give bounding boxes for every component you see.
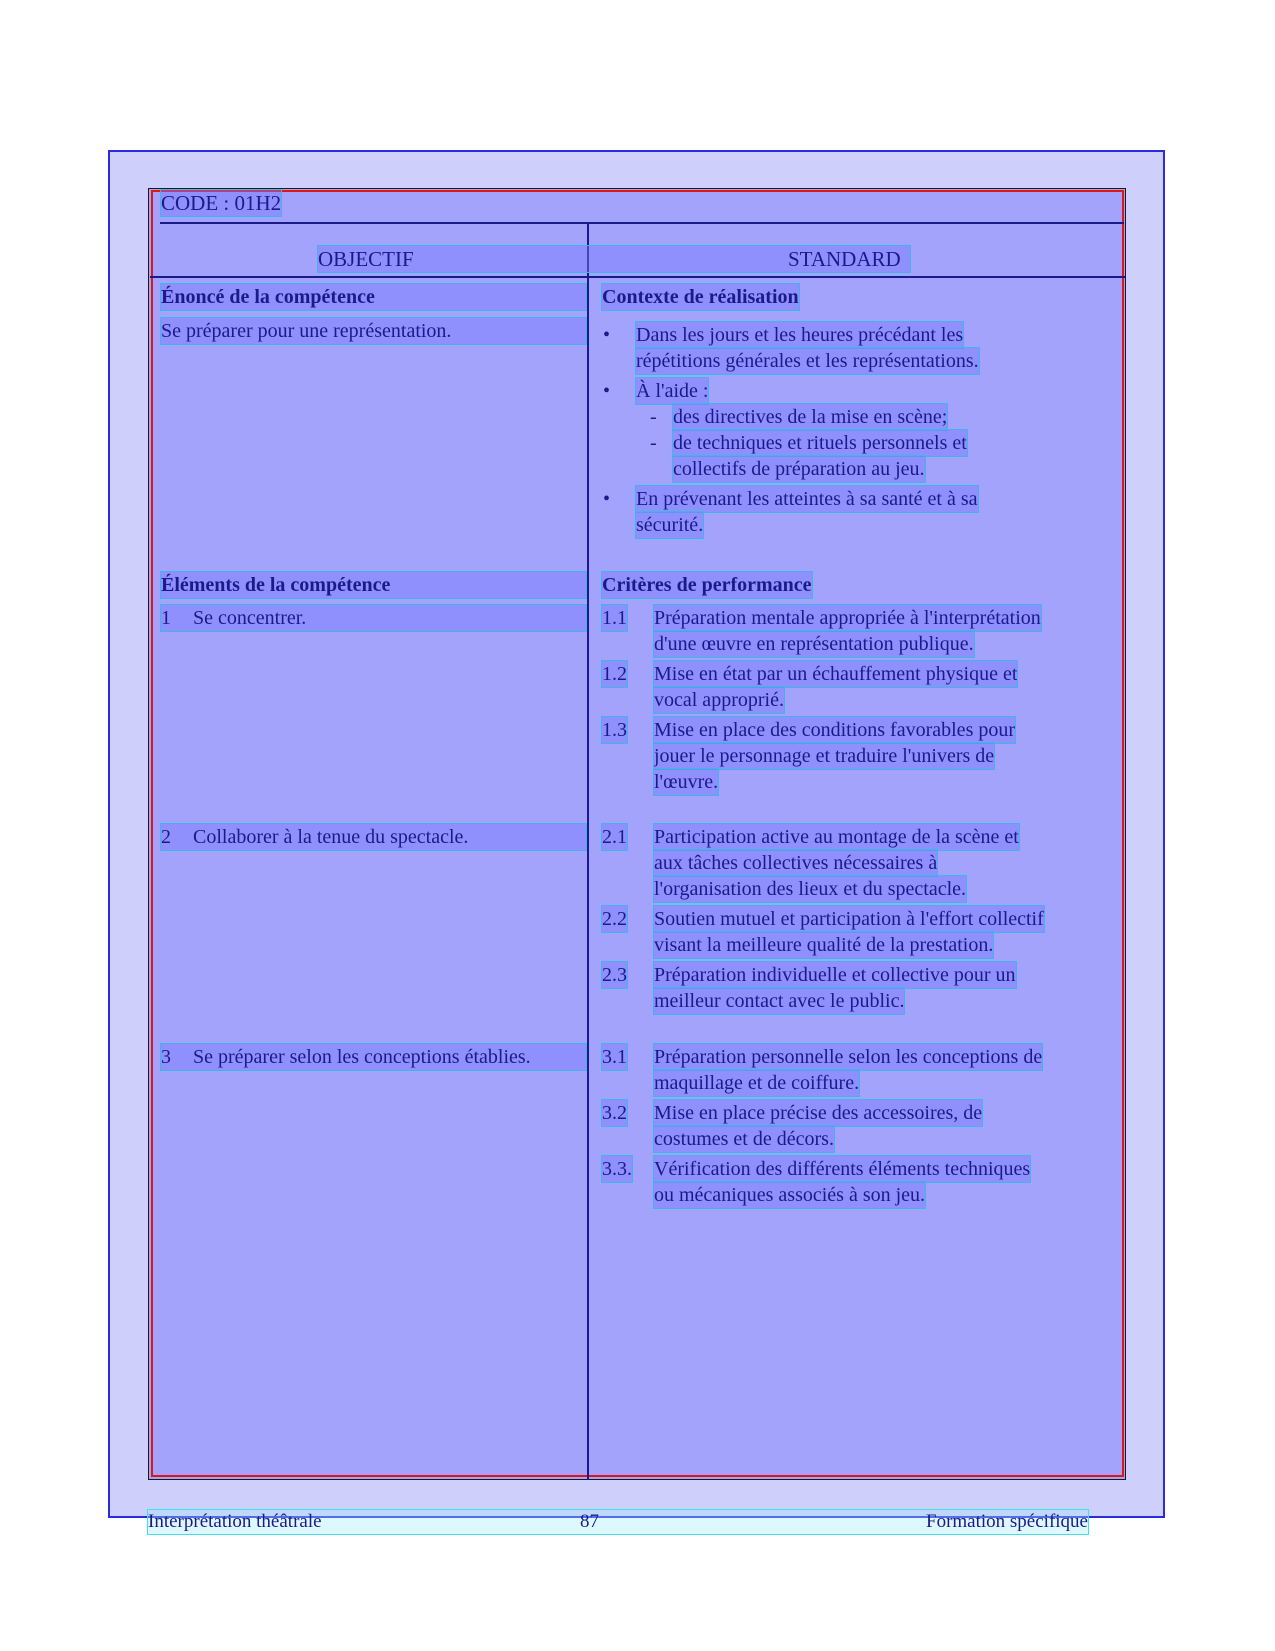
element-number: 1 <box>161 607 171 629</box>
header-objectif: OBJECTIF <box>318 247 414 271</box>
critere-line: Préparation personnelle selon les conceptions de <box>654 1046 1043 1068</box>
element-text: Se préparer selon les conceptions établies. <box>193 1046 531 1068</box>
footer-page-number: 87 <box>580 1511 599 1532</box>
critere-line: Mise en place précise des accessoires, de <box>654 1102 983 1124</box>
critere-number: 1.3 <box>602 719 627 741</box>
element-text: Collaborer à la tenue du spectacle. <box>193 826 469 848</box>
critere-line: Mise en état par un échauffement physique et <box>654 663 1018 685</box>
critere-line: Préparation mentale appropriée à l'interprétation <box>654 607 1041 629</box>
footer <box>148 1510 1088 1534</box>
critere-number: 1.2 <box>602 663 627 685</box>
element-text: Se concentrer. <box>193 607 307 629</box>
criteres-title: Critères de performance <box>602 574 812 596</box>
element-2 <box>161 824 586 850</box>
dash-icon: - <box>650 432 657 454</box>
contexte-sub-2-line-2: collectifs de préparation au jeu. <box>673 458 925 480</box>
contexte-bullet-1-line-2: répétitions générales et les représentations. <box>636 350 979 372</box>
element-number: 2 <box>161 826 171 848</box>
enonce-text: Se préparer pour une représentation. <box>161 318 586 344</box>
critere-number: 3.3. <box>602 1158 632 1180</box>
critere-line: aux tâches collectives nécessaires à <box>654 852 938 874</box>
contexte-sub-1: des directives de la mise en scène; <box>673 406 948 428</box>
critere-line: visant la meilleure qualité de la prestation. <box>654 934 994 956</box>
bullet-icon: • <box>603 324 611 346</box>
footer-left: Interprétation théâtrale <box>148 1511 322 1532</box>
dash-icon: - <box>650 406 657 428</box>
elements-title: Éléments de la compétence <box>161 572 586 598</box>
contexte-bullet-3-line-2: sécurité. <box>636 514 704 536</box>
bullet-icon: • <box>603 380 611 402</box>
element-1 <box>161 605 586 631</box>
contexte-bullet-3-line-1: En prévenant les atteintes à sa santé et à sa <box>636 488 978 510</box>
contexte-bullet-2: À l'aide : <box>636 380 709 402</box>
critere-number: 1.1 <box>602 607 627 629</box>
critere-line: l'œuvre. <box>654 771 719 793</box>
critere-line: ou mécaniques associés à son jeu. <box>654 1184 926 1206</box>
contexte-bullet-1-line-1: Dans les jours et les heures précédant les <box>636 324 964 346</box>
header-divider <box>150 276 1125 278</box>
header-row <box>318 246 910 272</box>
contexte-title: Contexte de réalisation <box>602 286 799 308</box>
critere-number: 2.2 <box>602 908 627 930</box>
critere-line: vocal approprié. <box>654 689 784 711</box>
critere-line: l'organisation des lieux et du spectacle. <box>654 878 967 900</box>
column-divider <box>587 223 589 1480</box>
enonce-title: Énoncé de la compétence <box>161 284 586 310</box>
critere-line: Participation active au montage de la scène et <box>654 826 1019 848</box>
critere-line: d'une œuvre en représentation publique. <box>654 633 974 655</box>
element-number: 3 <box>161 1046 171 1068</box>
critere-number: 2.3 <box>602 964 627 986</box>
critere-line: meilleur contact avec le public. <box>654 990 905 1012</box>
critere-number: 3.2 <box>602 1102 627 1124</box>
bullet-icon: • <box>603 488 611 510</box>
contexte-sub-2-line-1: de techniques et rituels personnels et <box>673 432 967 454</box>
element-3 <box>161 1044 586 1070</box>
critere-line: Mise en place des conditions favorables pour <box>654 719 1016 741</box>
code-divider <box>160 222 1124 224</box>
footer-right: Formation spécifique <box>926 1511 1088 1532</box>
header-standard: STANDARD <box>788 247 901 271</box>
critere-line: Soutien mutuel et participation à l'effort collectif <box>654 908 1044 930</box>
critere-line: Vérification des différents éléments techniques <box>654 1158 1031 1180</box>
critere-number: 3.1 <box>602 1046 627 1068</box>
code-label: CODE : 01H2 <box>161 191 282 215</box>
critere-line: Préparation individuelle et collective pour un <box>654 964 1016 986</box>
critere-line: costumes et de décors. <box>654 1128 834 1150</box>
critere-line: maquillage et de coiffure. <box>654 1072 860 1094</box>
critere-number: 2.1 <box>602 826 627 848</box>
critere-line: jouer le personnage et traduire l'univers de <box>654 745 995 767</box>
